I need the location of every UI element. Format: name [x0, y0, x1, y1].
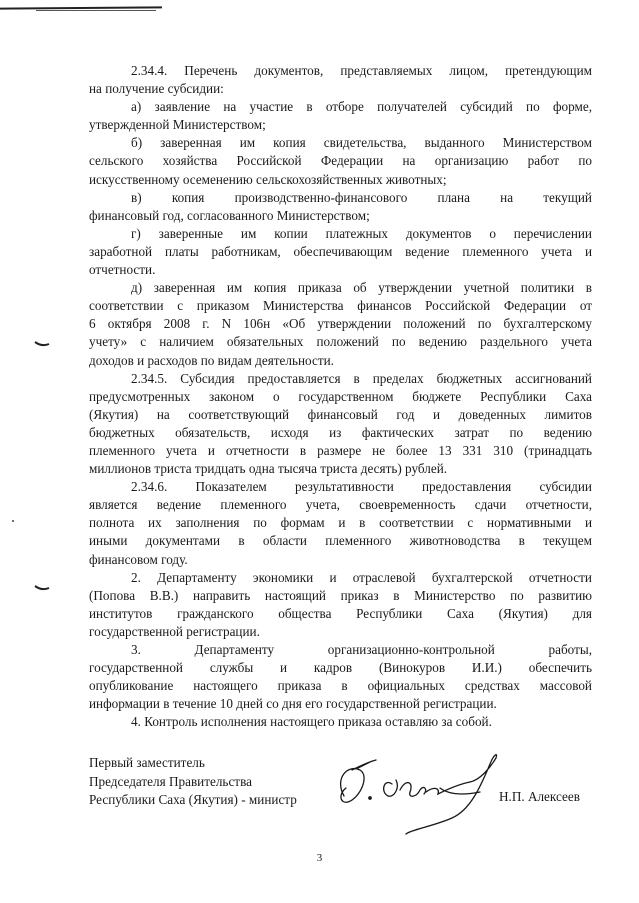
text-line: 2.34.4. Перечень документов, представляемых лицом, претендующим [131, 63, 592, 78]
text-line: д) заверенная им копия приказа об утверждении учетной политики в [131, 280, 592, 296]
header-rule-shadow [36, 10, 156, 11]
text-line: опубликование настоящего приказа в официальных средствах массовой [89, 678, 592, 694]
text-line: 6 октября 2008 г. N 106н «Об утверждении положений по бухгалтерскому [89, 316, 592, 332]
text-line: (Якутия) на соответствующий финансовый год и доведенных лимитов [89, 406, 592, 422]
text-line: искусственному осеменению сельскохозяйственных животных; [89, 171, 447, 187]
text-line: заработной платы работникам, обеспечивающим ведение племенного учета и [89, 243, 592, 259]
text-line: племенного учета и отчетности в размере не более 13 331 310 (тринадцать [89, 442, 592, 458]
margin-mark-1 [34, 340, 50, 348]
text-line: 2. Департаменту экономики и отраслевой бухгалтерской отчетности [131, 569, 592, 585]
page-number: 3 [316, 852, 323, 864]
text-line: полнота их заполнения по формам и в соответствии с нормативными и [89, 515, 592, 531]
margin-mark-2 [10, 518, 16, 524]
text-line: отчетности. [89, 262, 156, 278]
text-line: финансовый год, согласованного Министерством; [89, 207, 370, 223]
position-line: Председателя Правительства [89, 773, 252, 789]
text-line: финансовом году. [89, 551, 188, 567]
text-line: сельского хозяйства Российской Федерации на организацию работ по [89, 153, 592, 169]
text-line: на получение субсидии: [89, 81, 224, 97]
handwritten-signature [330, 748, 520, 838]
text-line: институтов гражданского общества Республики Саха (Якутия) для [89, 605, 592, 621]
text-line: доходов и расходов по видам деятельности. [89, 352, 334, 368]
text-line: 2.34.5. Субсидия предоставляется в пределах бюджетных ассигнований [131, 370, 592, 386]
text-line: соответствии с приказом Министерства финансов Российской Федерации от [89, 298, 592, 314]
position-line: Первый заместитель [89, 755, 205, 770]
text-line: 4. Контроль исполнения настоящего приказа оставляю за собой. [131, 714, 492, 730]
text-line: б) заверенная им копия свидетельства, выданного Министерством [131, 135, 592, 151]
document-body [89, 62, 592, 731]
text-line: 3. Департаменту организационно-контрольной работы, [131, 642, 592, 657]
text-line: а) заявление на участие в отборе получателей субсидий по форме, [131, 99, 592, 115]
text-line: (Попова В.В.) направить настоящий приказ в Министерство по развитию [89, 587, 592, 603]
text-line: предусмотренных законом о государственном бюджете Республики Саха [89, 388, 592, 404]
text-line: учету» с наличием обязательных положений по ведению раздельного учета [89, 334, 592, 350]
signer-name: Н.П. Алексеев [499, 789, 580, 804]
text-line: государственной службы и кадров (Винокуров И.И.) обеспечить [89, 660, 592, 676]
text-line: миллионов триста тридцать одна тысяча триста десять) рублей. [89, 461, 448, 477]
text-line: бюджетных обязательств, исходя из фактических затрат по ведению [89, 424, 592, 440]
text-line: г) заверенные им копии платежных документов о перечислении [131, 225, 592, 241]
margin-mark-3 [34, 584, 50, 592]
text-line: информации в течение 10 дней со дня его государственной регистрации. [89, 696, 497, 712]
text-line: в) копия производственно-финансового плана на текущий [131, 189, 592, 205]
text-line: иными документами в области племенного животноводства в текущем [89, 533, 592, 549]
text-line: 2.34.6. Показателем результативности предоставления субсидии [131, 479, 592, 495]
text-line: является ведение племенного учета, своевременность сдачи отчетности, [89, 497, 592, 513]
position-line: Республики Саха (Якутия) - министр [89, 792, 297, 808]
text-line: утвержденной Министерством; [89, 117, 266, 133]
text-line: государственной регистрации. [89, 623, 260, 639]
